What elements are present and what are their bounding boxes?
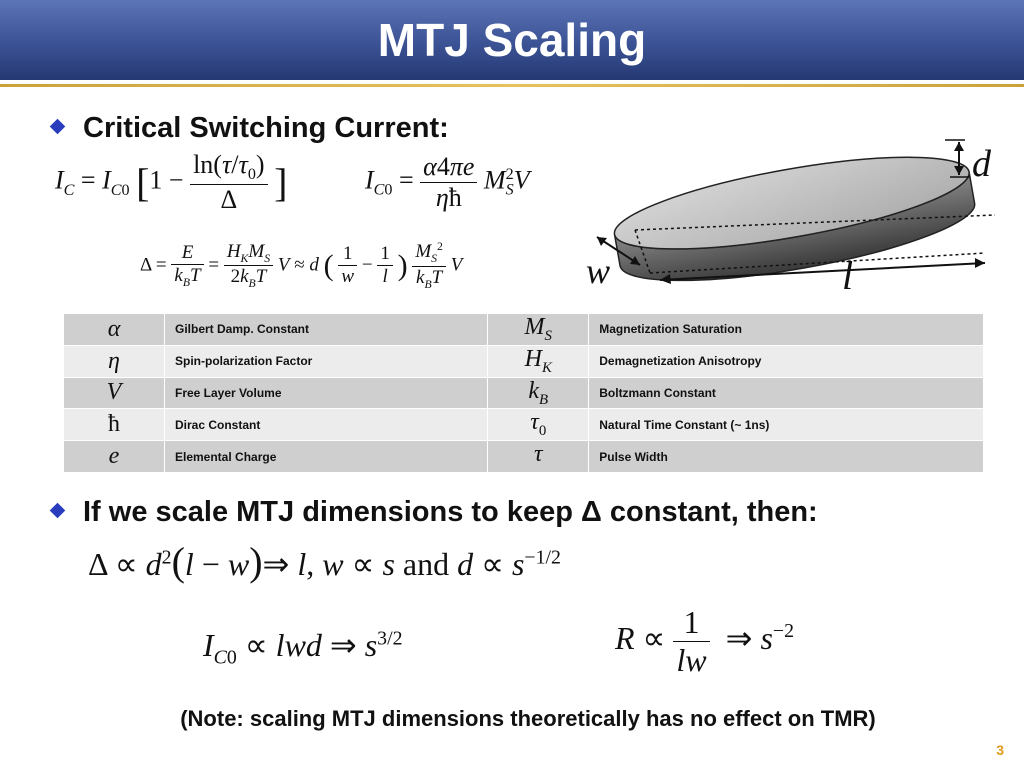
description-cell: Natural Time Constant (~ 1ns)	[589, 409, 984, 441]
symbol-cell: $H_K$	[488, 345, 589, 377]
mtj-disk-diagram	[585, 125, 1005, 305]
diagram-label-w: w	[586, 251, 611, 291]
diagram-label-l: l	[842, 253, 854, 298]
description-cell: Dirac Constant	[165, 409, 488, 441]
symbol-cell: $\tau_0$	[488, 409, 589, 441]
symbol-cell: α	[64, 314, 165, 346]
equation-delta: Δ = E $k_BT$ = $H_KM_S$ $2k_BT$ V ≈ d ( $\frac{1}{w}$ − $\frac{1}{l}$ ) $M_S^2$ $k_BT$ V	[140, 240, 463, 291]
equation-ic0-scaling: $I_{C0}$ ∝ lwd ⇒ $s^{3/2}$	[203, 627, 403, 669]
description-cell: Free Layer Volume	[165, 377, 488, 409]
description-cell: Magnetization Saturation	[589, 314, 984, 346]
description-cell: Gilbert Damp. Constant	[165, 314, 488, 346]
symbol-cell: V	[64, 377, 165, 409]
equation-r-scaling: R ∝ $\frac{1}{lw}$ ⇒ $s^{-2}$	[615, 604, 795, 678]
equation-scaling: $\Delta \propto d^2(l$ − w)⇒ l, w ∝ s and $d \propto s^{-1/2}$	[88, 539, 561, 584]
symbol-cell: ħ	[64, 409, 165, 441]
title-divider	[0, 84, 1024, 87]
symbol-cell: $M_S$	[488, 314, 589, 346]
symbol-cell: e	[64, 441, 165, 473]
symbol-cell: $k_B$	[488, 377, 589, 409]
slide-title: MTJ Scaling	[377, 14, 647, 66]
description-cell: Elemental Charge	[165, 441, 488, 473]
table-row	[64, 441, 984, 473]
bullet-diamond-icon	[50, 503, 66, 519]
symbol-cell: η	[64, 345, 165, 377]
description-cell: Boltzmann Constant	[589, 377, 984, 409]
diagram-label-d: d	[972, 143, 991, 185]
equation-ic0: $I_{C0}$ = $\frac{\alpha 4\pi e}{\eta ħ}$ $M_S^2V$	[365, 152, 530, 212]
description-cell: Demagnetization Anisotropy	[589, 345, 984, 377]
description-cell: Spin-polarization Factor	[165, 345, 488, 377]
description-cell: Pulse Width	[589, 441, 984, 473]
page-number: 3	[996, 742, 1004, 758]
bullet-diamond-icon	[50, 119, 66, 135]
table-row	[64, 409, 984, 441]
bullet-critical-current: Critical Switching Current:	[83, 112, 449, 144]
bullet-scaling: If we scale MTJ dimensions to keep Δ constant, then:	[83, 496, 818, 528]
equation-ic: $I_C = I_{C0}$ [1 − $\frac{\ln(\tau/\tau_0)}{\Delta}$ ]	[55, 150, 288, 215]
symbol-cell: τ	[488, 441, 589, 473]
symbol-table	[63, 313, 984, 473]
tmr-note: (Note: scaling MTJ dimensions theoretically has no effect on TMR)	[180, 706, 876, 731]
table-row	[64, 314, 984, 346]
table-row	[64, 345, 984, 377]
table-row	[64, 377, 984, 409]
